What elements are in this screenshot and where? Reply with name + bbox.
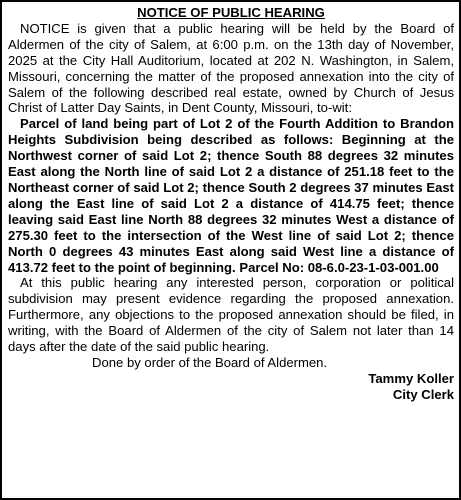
hearing-paragraph: At this public hearing any interested person, corporation or political subdivision may present evidence regarding the proposed annexation. Furthermore, any objections to the proposed annexation should be filed, in writing, with the Board of Aldermen of the city of Salem not later than 14 days after the date of the said public hearing. xyxy=(8,275,454,355)
closing-line: Done by order of the Board of Aldermen. xyxy=(92,354,328,370)
legal-description-paragraph: Parcel of land being part of Lot 2 of the Fourth Addition to Brandon Heights Subdivision being described as follows: Beginning at the Northwest corner of said Lot 2; thence South 88 degrees 32 minutes East along the North line of said Lot 2 a distance of 251.18 feet to the Northeast corner of said Lot 2; thence South 2 degrees 37 minutes East along the East line of said Lot 2 a distance of 414.75 feet; thence leaving said East line North 88 degrees 32 minutes West a distance of 275.30 feet to the intersection of the West line of said Lot 2; thence North 0 degrees 43 minutes East along said West line a distance of 413.72 feet to the point of beginning. Parcel No: 08-6.0-23-1-03-001.00 xyxy=(8,116,454,275)
notice-title: NOTICE OF PUBLIC HEARING xyxy=(137,5,325,20)
notice-intro-paragraph: NOTICE is given that a public hearing will be held by the Board of Aldermen of the city of Salem, at 6:00 p.m. on the 13th day of November, 2025 at the City Hall Auditorium, located at 202 N. Washington, in Salem, Missouri, concerning the matter of the proposed annexation into the city of Salem of the following described real estate, owned by Church of Jesus Christ of Latter Day Saints, in Dent County, Missouri, to-wit: xyxy=(8,20,454,116)
signer-name: Tammy Koller xyxy=(368,370,454,386)
signer-title: City Clerk xyxy=(392,386,454,402)
